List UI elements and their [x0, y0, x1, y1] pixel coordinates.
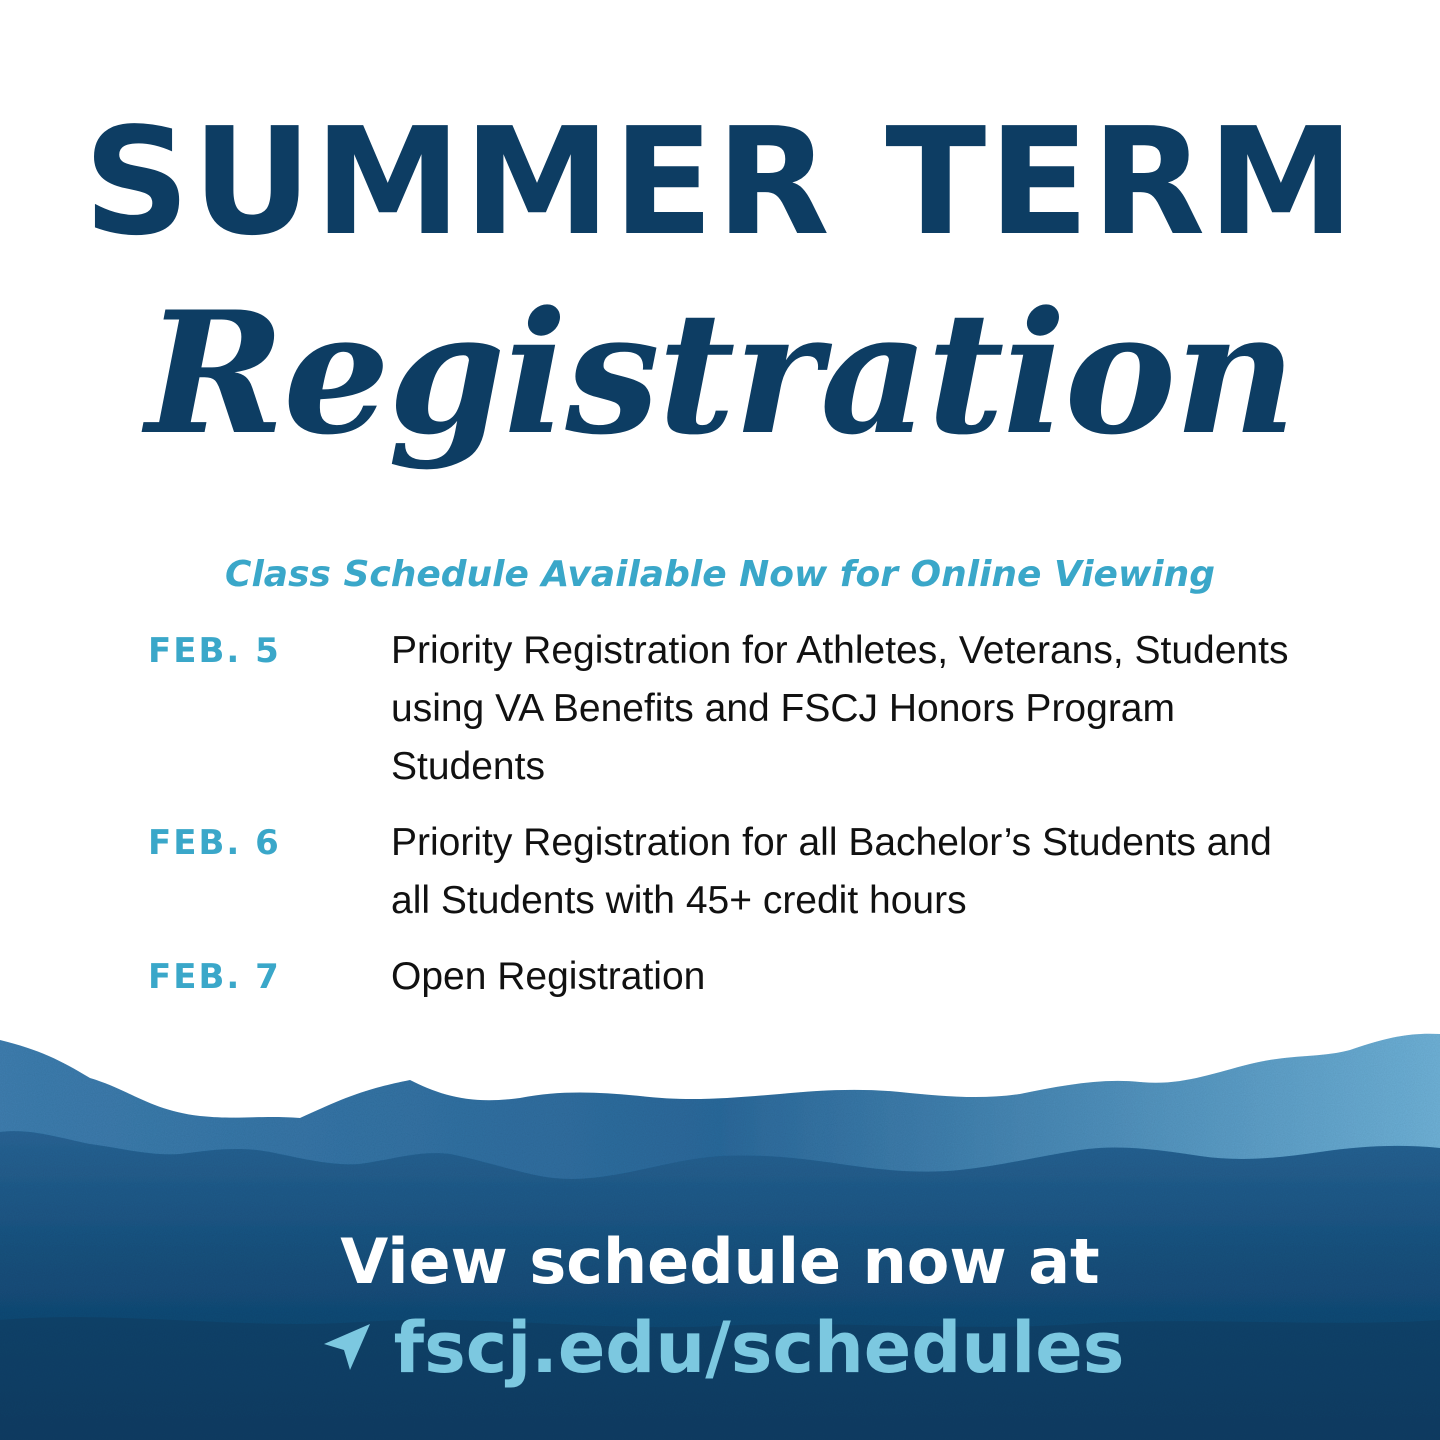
- registration-schedule: [148, 622, 1348, 1024]
- schedule-url[interactable]: fscj.edu/schedules: [393, 1307, 1125, 1389]
- script-title: Registration: [145, 274, 1295, 472]
- schedule-row: [148, 814, 1348, 930]
- schedule-link[interactable]: [0, 1306, 1440, 1390]
- schedule-date: FEB. 7: [148, 957, 281, 997]
- schedule-date: FEB. 6: [148, 823, 281, 863]
- schedule-description: Open Registration: [391, 955, 706, 998]
- schedule-row: [148, 622, 1348, 796]
- subtitle: Class Schedule Available Now for Online Viewing: [225, 554, 1215, 595]
- schedule-description: Priority Registration for all Bachelor’s Students and all Students with 45+ credit hours: [391, 821, 1272, 922]
- page-title: SUMMER TERM: [83, 96, 1357, 268]
- cta-text: View schedule now at: [340, 1225, 1100, 1298]
- schedule-row: [148, 948, 1348, 1006]
- schedule-date: FEB. 5: [148, 631, 281, 671]
- location-arrow-icon: [316, 1318, 376, 1378]
- schedule-description: Priority Registration for Athletes, Veterans, Students using VA Benefits and FSCJ Honors Program Students: [391, 629, 1289, 788]
